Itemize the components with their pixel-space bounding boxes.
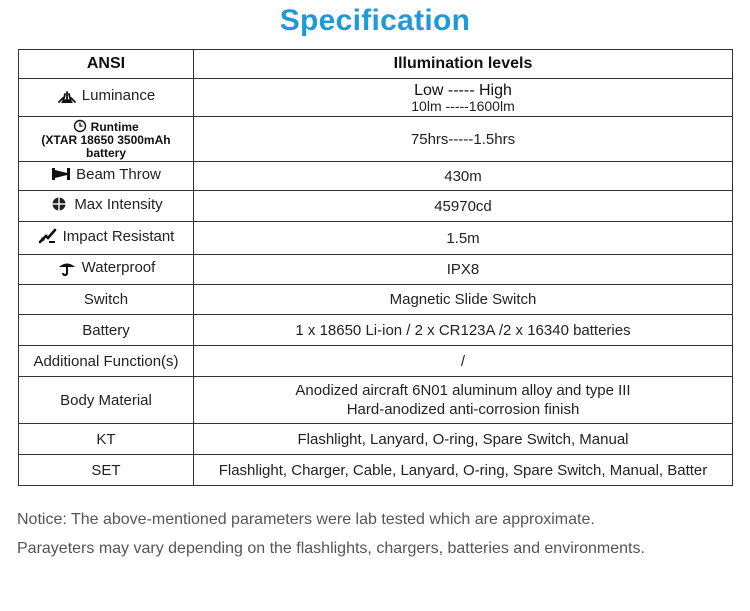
umbrella-icon <box>57 260 77 276</box>
max-intensity-label-cell <box>19 191 194 222</box>
kt-label: KT <box>19 424 194 455</box>
runtime-label-3: battery <box>85 145 126 160</box>
row-max-intensity <box>19 191 733 222</box>
clock-icon <box>73 119 87 133</box>
notice-line-1: Notice: The above-mentioned parameters were lab tested which are approximate. <box>17 511 595 528</box>
set-label: SET <box>19 455 194 486</box>
luminance-value-cell <box>194 79 733 117</box>
spec-table <box>18 49 733 486</box>
impact-icon <box>38 228 58 244</box>
beam-throw-label: Beam Throw <box>76 165 161 183</box>
row-waterproof <box>19 255 733 285</box>
row-beam-throw <box>19 162 733 191</box>
beam-throw-label-cell <box>19 162 194 191</box>
row-kt <box>19 424 733 455</box>
kt-value: Flashlight, Lanyard, O-ring, Spare Switch, Manual <box>194 424 733 455</box>
header-illumination-levels: Illumination levels <box>194 50 733 79</box>
beam-throw-value: 430m <box>194 162 733 191</box>
waterproof-value: IPX8 <box>194 255 733 285</box>
row-impact-resistant <box>19 222 733 255</box>
row-luminance <box>19 79 733 117</box>
luminance-label-cell <box>19 79 194 117</box>
runtime-label-1: Runtime <box>90 119 139 134</box>
waterproof-label-cell <box>19 255 194 285</box>
row-additional-functions <box>19 346 733 377</box>
page-title: Specification <box>279 4 471 37</box>
switch-label: Switch <box>19 285 194 315</box>
notice-line-2: Parayeters may vary depending on the flashlights, chargers, batteries and environments. <box>17 540 645 557</box>
impact-value: 1.5m <box>194 222 733 255</box>
max-intensity-value: 45970cd <box>194 191 733 222</box>
table-header-row <box>19 50 733 79</box>
runtime-value: 75hrs-----1.5hrs <box>194 117 733 162</box>
battery-label: Battery <box>19 315 194 346</box>
crosshair-icon <box>49 196 69 212</box>
impact-label-cell <box>19 222 194 255</box>
additional-value: / <box>194 346 733 377</box>
set-value: Flashlight, Charger, Cable, Lanyard, O-ring, Spare Switch, Manual, Batter <box>194 455 733 486</box>
row-runtime <box>19 117 733 162</box>
sunburst-icon <box>57 88 77 104</box>
row-body-material <box>19 377 733 424</box>
max-intensity-label: Max Intensity <box>74 195 163 213</box>
luminance-value-range: Low ----- High <box>414 81 512 99</box>
body-material-value-2: Hard-anodized anti-corrosion finish <box>346 401 580 418</box>
luminance-value-lumens: 10lm -----1600lm <box>411 97 515 114</box>
luminance-label: Luminance <box>81 87 156 105</box>
impact-label: Impact Resistant <box>62 227 175 245</box>
battery-value: 1 x 18650 Li-ion / 2 x CR123A /2 x 16340 batteries <box>194 315 733 346</box>
additional-label: Additional Function(s) <box>19 346 194 377</box>
row-switch <box>19 285 733 315</box>
body-material-label: Body Material <box>19 377 194 424</box>
runtime-label-cell <box>19 117 194 162</box>
switch-value: Magnetic Slide Switch <box>194 285 733 315</box>
body-material-value-cell <box>194 377 733 424</box>
header-ansi: ANSI <box>19 50 194 79</box>
body-material-value-1: Anodized aircraft 6N01 aluminum alloy and type III <box>295 382 631 399</box>
row-battery <box>19 315 733 346</box>
waterproof-label: Waterproof <box>81 259 156 277</box>
beam-icon <box>51 166 71 182</box>
row-set <box>19 455 733 486</box>
runtime-label-2: (XTAR 18650 3500mAh <box>41 132 171 147</box>
